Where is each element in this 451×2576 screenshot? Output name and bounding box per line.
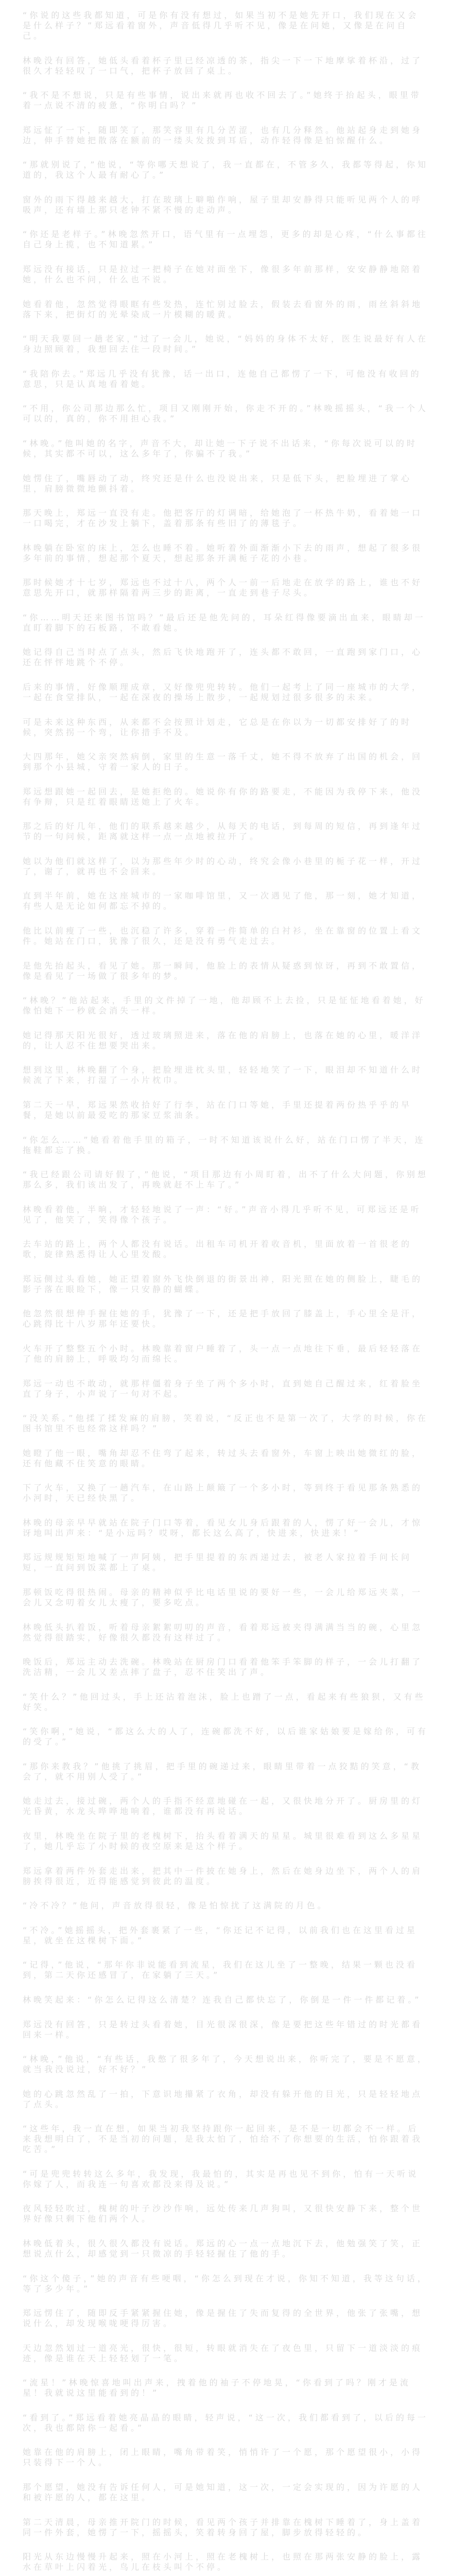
paragraph: “林晚。”他叫她的名字，声音不大，却让她一下子说不出话来，“你每次说可以的时候，其实都不可以，这么多年了，你骗不了我。” xyxy=(23,438,418,459)
document-body xyxy=(23,10,428,2576)
paragraph: 林晚躺在卧室的床上，怎么也睡不着。她听着外面渐渐小下去的雨声，想起了很多很多年前的事情，想起那个夏天，想起那条开满栀子花的小巷。 xyxy=(23,543,423,563)
paragraph: 是他先抬起头，看见了她。那一瞬间，他脸上的表情从疑惑到惊讶，再到不敢置信，像是看见了一场做了很多年的梦。 xyxy=(23,960,423,981)
paragraph: “我不是不想说，只是有些事情，说出来就再也收不回去了。”她终于抬起头，眼里带着一点说不清的疲惫，“你明白吗？” xyxy=(23,90,422,111)
paragraph: 郑远想跟她一起回去，是她拒绝的。她说你有你的路要走，不能因为我停下来，他没有争辩，只是红着眼睛送她上了火车。 xyxy=(23,786,423,807)
paragraph: 阳光从东边慢慢升起来，照在小河上，照在老槐树上，也照在那两张安静的脸上，露水在草叶上闪着光，鸟儿在枝头叫个不停。 xyxy=(23,2552,423,2572)
paragraph: “可是兜兜转转这么多年，我发现，我最怕的，其实是再也见不到你，怕有一天听说你嫁了人，而我连一句喜欢都没来得及说。” xyxy=(23,2168,419,2189)
paragraph: 郑远侧过头看她，她正望着窗外飞快倒退的街景出神，阳光照在她的侧脸上，睫毛的影子落在眼睑下，像一只安静的蝴蝶。 xyxy=(23,1274,423,1294)
paragraph: 郑远没有回答，只是转过头看着她，目光很深很深，像是要把这些年错过的时光都看回来一样。 xyxy=(23,2019,423,2040)
paragraph: “那就别说了，”他说，“等你哪天想说了，我一直都在，不管多久，我都等得起，你知道的，我这个人最有耐心了。” xyxy=(23,160,428,180)
paragraph: “林晚？”他站起来，手里的文件掉了一地，他却顾不上去捡，只是怔怔地看着她，好像怕她下一秒就会消失一样。 xyxy=(23,995,426,1016)
paragraph: 那个愿望，她没有告诉任何人，可是她知道，这一次，一定会实现的，因为许愿的人和被许愿的人，都在这里。 xyxy=(23,2482,423,2503)
paragraph: “笑你啊，”她说，“都这么大的人了，连碗都洗不好，以后谁家姑娘要是嫁给你，可有的受了。” xyxy=(23,1726,428,1747)
paragraph: “不用，你公司那边那么忙，项目又刚刚开始，你走不开的。”林晚摇摇头，“我一个人可以的，真的，你不用担心我。” xyxy=(23,403,428,424)
paragraph: “看到了。”郑远看着她亮晶晶的眼睛，轻声说，“这一次，我们都看到了，以后的每一次，我也都陪你一起看。” xyxy=(23,2412,428,2433)
paragraph: “你这个傻子，”她的声音有些哽咽，“你怎么到现在才说，你知不知道，我等这句话，等了多少年。” xyxy=(23,2273,428,2294)
paragraph: “没关系。”他揉了揉发麻的肩膀，笑着说，“反正也不是第一次了，大学的时候，你在图书馆里不也经常这样吗？” xyxy=(23,1413,428,1434)
paragraph: “林晚，”他说，“有些话，我憋了很多年了，今天想说出来，你听完了，要是不愿意，就当我没说过，好不好？” xyxy=(23,2054,428,2075)
paragraph: “你怎么……”她看着他手里的箱子，一时不知道该说什么好，站在门口愣了半天，连拖鞋都忘了换。 xyxy=(23,1134,426,1155)
paragraph: 林晚低头扒着饭，听着母亲絮絮叨叨的声音，看着郑远被夹得满满当当的碗，心里忽然觉得很踏实，好像很久都没有这样过了。 xyxy=(23,1622,423,1642)
paragraph: 郑远愣住了，随即反手紧紧握住她，像是握住了失而复得的全世界，他张了张嘴，想说什么，却发现喉咙哽得厉害。 xyxy=(23,2308,423,2329)
paragraph: 郑远没有接话，只是拉过一把椅子在她对面坐下，像很多年前那样，安安静静地陪着她，什么也不问，什么也不说。 xyxy=(23,264,423,285)
paragraph: “你还是老样子。”林晚忽然开口，语气里有一点埋怨，更多的却是心疼，“什么事都往自己身上揽，也不知道累。” xyxy=(23,229,428,250)
paragraph: “我已经跟公司请好假了，”他说，“项目那边有小周盯着，出不了什么大问题，你别想那么多，我们该出发了，再晚就赶不上车了。” xyxy=(23,1170,428,1190)
paragraph: 第二天一早，郑远果然收拾好了行李，站在门口等她，手里还提着两份热乎乎的早餐，是她以前最爱吃的那家豆浆油条。 xyxy=(23,1099,412,1120)
paragraph: 夜风轻轻吹过，槐树的叶子沙沙作响，远处传来几声狗叫，又很快安静下来，整个世界好像只剩下他们两个人。 xyxy=(23,2204,423,2224)
paragraph: 她瞪了他一眼，嘴角却忍不住弯了起来，转过头去看窗外，车窗上映出她微红的脸，还有他藏不住笑意的眼睛。 xyxy=(23,1448,423,1468)
paragraph: 她的心跳忽然乱了一拍，下意识地攥紧了衣角，却没有躲开他的目光，只是轻轻地点了点头。 xyxy=(23,2089,423,2109)
paragraph: 郑远拿着两件外套走出来，把其中一件披在她身上，然后在她身边坐下，两个人的肩膀挨得很近，近得能感觉到彼此的温度。 xyxy=(23,1866,423,1886)
paragraph: 夜里，林晚坐在院子里的老槐树下，抬头看着满天的星星。城里很难看到这么多星星了，她几乎忘了小时候的夜空原来是这个样子。 xyxy=(23,1831,423,1852)
paragraph: 那时候她才十七岁，郑远也不过十八，两个人一前一后地走在放学的路上，谁也不好意思先开口，就那样隔着两三步的距离，一直走到巷子尽头。 xyxy=(23,578,423,598)
paragraph: 火车开了整整五个小时。林晚靠着窗户睡着了，头一点一点地往下垂，最后轻轻落在了他的肩膀上，呼吸均匀而绵长。 xyxy=(23,1343,423,1364)
paragraph: “流星！”林晚惊喜地叫出声来，拽着他的袖子不停地晃，“你看到了吗？刚才是流星！我就说这里能看到的！” xyxy=(23,2378,411,2398)
paragraph: 她记得那天阳光很好，透过玻璃照进来，落在他的肩膀上，也落在她的心里，暖洋洋的，让人忍不住想要哭出来。 xyxy=(23,1030,423,1050)
paragraph: 他比以前瘦了一些，也沉稳了许多，穿着一件简单的白衬衫，坐在靠窗的位置上看文件。她站在门口，犹豫了很久，还是没有勇气走过去。 xyxy=(23,926,423,946)
paragraph: 郑远一动也不敢动，就那样僵着身子坐了两个多小时，直到她自己醒过来，红着脸坐直了身子，小声说了一句对不起。 xyxy=(23,1378,423,1399)
paragraph: 天边忽然划过一道亮光，很快，很短，转眼就消失在了夜色里，只留下一道淡淡的痕迹，像是谁在天上轻轻划了一笔。 xyxy=(23,2343,423,2363)
paragraph: 林晚的母亲早早就站在院子门口等着，看见女儿身后跟着的人，愣了好一会儿，才惊讶地叫出声来：“是小远吗？哎呀，都长这么高了，快进来，快进来！” xyxy=(23,1517,423,1538)
paragraph: 她看着他，忽然觉得眼眶有些发热，连忙别过脸去，假装去看窗外的雨，雨丝斜斜地落下来，把街灯的光晕染成一片模糊的暖黄。 xyxy=(23,299,423,319)
paragraph: “我陪你去。”郑远几乎没有犹豫，话一出口，连他自己都愣了一下，可他没有收回的意思，只是认真地看着她。 xyxy=(23,368,422,389)
paragraph: 后来的事情，好像顺理成章，又好像兜兜转转。他们一起考上了同一座城市的大学，一起在食堂排队，一起在深夜的操场上散步，一起规划过很多很多的未来。 xyxy=(23,682,423,702)
paragraph: “你说的这些我都知道，可是你有没有想过，如果当初不是她先开口，我们现在又会是什么样子？”郑远看着窗外，声音低得几乎听不见，像是在问她，又像是在问自己。 xyxy=(23,10,419,41)
paragraph: “冷不冷？”他问，声音放得很轻，像是怕惊扰了这满院的月色。 xyxy=(23,1901,328,1911)
paragraph: “那你来教我？”他挑了挑眉，把手里的碗递过来，眼睛里带着一点狡黠的笑意，“教会了，就不用别人受了。” xyxy=(23,1761,422,1782)
paragraph: 林晚没有回答，她低头看着杯子里已经凉透的茶，指尖一下一下地摩挲着杯沿，过了很久才轻轻叹了一口气，把杯子放回了桌上。 xyxy=(23,55,423,76)
paragraph: 她愣住了，嘴唇动了动，终究还是什么也没说出来，只是低下头，把脸埋进了掌心里，肩膀微微地颤抖着。 xyxy=(23,473,412,494)
paragraph: 林晚笑起来：“你怎么记得这么清楚？连我自己都快忘了，你倒是一件一件都记着。” xyxy=(23,1994,422,2005)
paragraph: 下了火车，又换了一趟汽车，在山路上颠簸了一个多小时，等到终于看见那条熟悉的小河时，天已经快黑了。 xyxy=(23,1483,423,1503)
paragraph: 他忽然很想伸手握住她的手，犹豫了一下，还是把手放回了膝盖上，手心里全是汗，心跳得比十八岁那年还要快。 xyxy=(23,1309,423,1329)
paragraph: “这些年，我一直在想，如果当初我坚持跟你一起回来，是不是一切都会不一样。后来我想明白了，不是当初的问题，是我太怕了，怕给不了你想要的生活，怕你跟着我吃苦。” xyxy=(23,2124,423,2155)
paragraph: 林晚看着他，半晌，才轻轻地说了一声：“好。”声音小得几乎听不见，可郑远还是听见了，他笑了，笑得像个孩子。 xyxy=(23,1204,422,1225)
paragraph: 窗外的雨下得越来越大，打在玻璃上噼啪作响，屋子里却安静得只能听见两个人的呼吸声，还有墙上那只老钟不紧不慢的走动声。 xyxy=(23,194,423,215)
paragraph: 她靠在他的肩膀上，闭上眼睛，嘴角带着笑，悄悄许了一个愿，那个愿望很小，小得只装得下一个人。 xyxy=(23,2447,423,2468)
paragraph: 那天晚上，郑远一直没有走。他把客厅的灯调暗，给她泡了一杯热牛奶，看着她一口一口喝完，才在沙发上躺下，盖着那条有些旧了的薄毯子。 xyxy=(23,508,423,529)
paragraph: 去车站的路上，两个人都没有说话。出租车司机开着收音机，里面放着一首很老的歌，旋律熟悉得让人心里发酸。 xyxy=(23,1239,412,1260)
paragraph: 可是未来这种东西，从来都不会按照计划走，它总是在你以为一切都安排好了的时候，突然拐一个弯，让你措手不及。 xyxy=(23,717,412,737)
paragraph: “不冷。”她摇摇头，把外套裹紧了一些，“你还记不记得，以前我们也在这里看过星星，就坐在这棵树下面。” xyxy=(23,1925,418,1945)
paragraph: 她以为他们就这样了，以为那些年少时的心动，终究会像小巷里的栀子花一样，开过了，谢了，就再也不会回来。 xyxy=(23,856,423,876)
paragraph: 大四那年，她父亲突然病倒，家里的生意一落千丈，她不得不放弃了出国的机会，回到那个小县城，守着一家人的日子。 xyxy=(23,752,423,772)
paragraph: 第二天清晨，母亲推开院门的时候，看见两个孩子并排靠在槐树下睡着了，身上盖着同一件外套，她愣了一下，摇摇头，笑着转身回了屋，脚步放得轻轻的。 xyxy=(23,2517,423,2537)
paragraph: “记得，”他说，“那年你非说能看到流星，我们在这儿坐了一整晚，结果一颗也没看到，第二天你还感冒了，在家躺了三天。” xyxy=(23,1960,418,1980)
paragraph: 郑远规规矩矩地喊了一声阿姨，把手里提着的东西递过去，被老人家拉着手问长问短，一直问到饭菜都上了桌。 xyxy=(23,1552,412,1573)
paragraph: 晚饭后，郑远主动去洗碗。林晚站在厨房门口看着他笨手笨脚的样子，一会儿打翻了洗洁精，一会儿又差点摔了盘子，忍不住笑出了声。 xyxy=(23,1657,423,1677)
paragraph: “你……明天还来图书馆吗？”最后还是他先问的，耳朵红得像要滴出血来，眼睛却一直盯着脚下的石板路，不敢看她。 xyxy=(23,612,426,633)
paragraph: 郑远怔了一下，随即笑了，那笑容里有几分苦涩，也有几分释然。他站起身走到她身边，伸手替她把散落在额前的一缕头发拨到耳后，动作轻得像是怕惊醒什么。 xyxy=(23,125,423,145)
paragraph: 她记得自己当时点了点头，然后飞快地跑开了，连头都不敢回，一直跑到家门口，心还在怦怦地跳个不停。 xyxy=(23,647,423,668)
paragraph: 想到这里，林晚翻了个身，把脸埋进枕头里，轻轻地笑了一下，眼泪却不知道什么时候流了下来，打湿了一小片枕巾。 xyxy=(23,1065,423,1086)
paragraph: 那之后的好几年，他们的联系越来越少，从每天的电话，到每周的短信，再到逢年过节的一句问候，距离就这样一点一点地被拉开了。 xyxy=(23,821,423,842)
paragraph: “明天我要回一趟老家，”过了一会儿，她说，“妈妈的身体不太好，医生说最好有人在身边照顾着，我想回去住一段时间。” xyxy=(23,334,428,354)
paragraph: 林晚低着头，很久很久都没有说话。郑远的心一点一点地沉下去，他勉强笑了笑，正想说点什么，却感觉到一只微凉的手轻轻握住了他的手。 xyxy=(23,2239,423,2259)
paragraph: 直到半年前，她在这座城市的一家咖啡馆里，又一次遇见了他，那一刻，她才知道，有些人是无论如何都忘不掉的。 xyxy=(23,891,423,911)
paragraph: “笑什么？”他回过头，手上还沾着泡沫，脸上也蹭了一点，看起来有些狼狈，又有些好笑。 xyxy=(23,1691,426,1712)
paragraph: 她走过去，接过碗，两个人的手指不经意地碰在一起，又很快地分开了。厨房里的灯光昏黄，水龙头哗哗地响着，谁都没有再说话。 xyxy=(23,1796,423,1817)
paragraph: 那顿饭吃得很热闹。母亲的精神似乎比电话里说的要好一些，一会儿给郑远夹菜，一会儿又念叨着女儿太瘦了，要多吃点。 xyxy=(23,1587,423,1608)
